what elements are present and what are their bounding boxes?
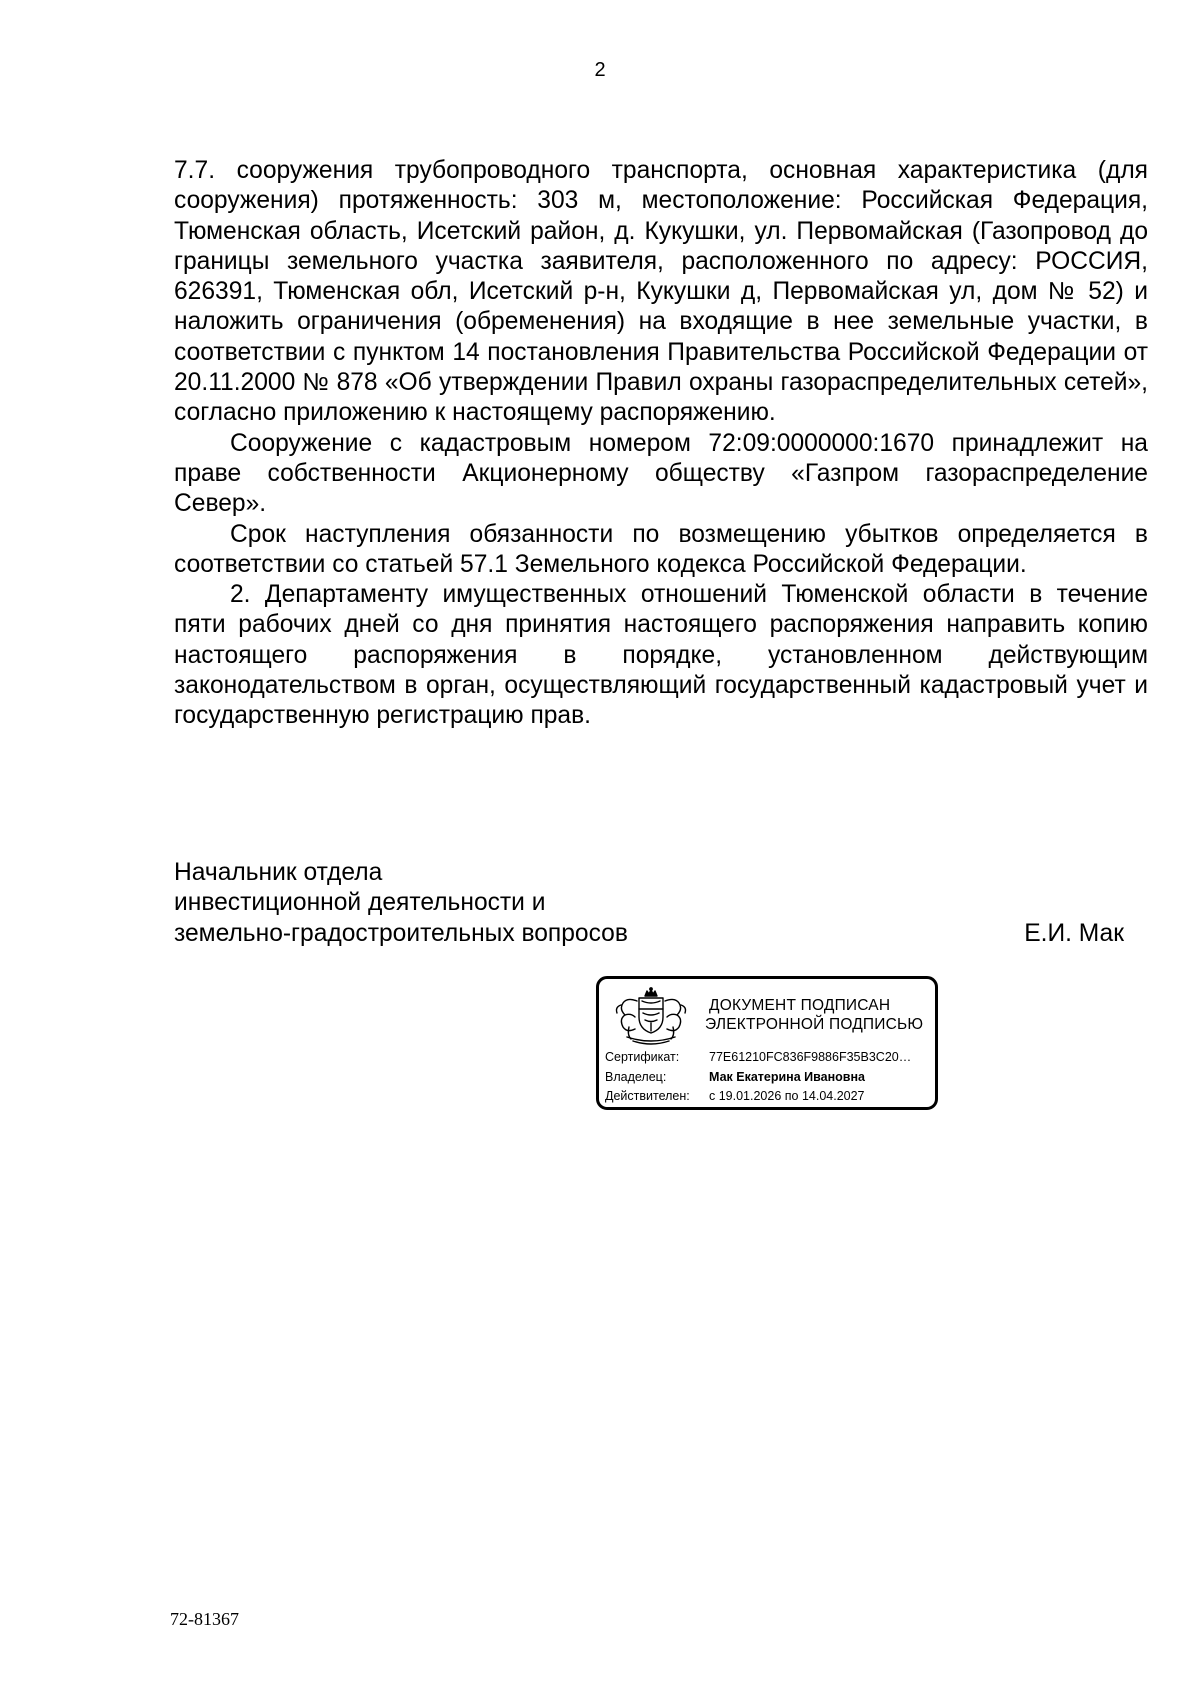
stamp-certificate-value: 77E61210FC836F9886F35B3C20… [709, 1050, 912, 1064]
tyumen-coat-of-arms-icon [609, 987, 693, 1045]
stamp-owner-row [605, 1068, 911, 1088]
stamp-certificate-label: Сертификат: [605, 1050, 680, 1064]
signer-position-line: Начальник отдела [174, 859, 383, 886]
paragraph-item-7-7: 7.7. сооружения трубопроводного транспорта, основная характеристика (для сооружения) протяженность: 303 м, местоположение: Российская Федерация, Тюменская область, Исетский район, д. Кукушки, ул. Первомайская (Газопровод до границы земельного участка заявителя, расположенного по адресу: РОССИЯ, 626391, Тюменская обл, Исетский р-н, Кукушки д, Первомайская ул, дом № 52) и наложить ограничения (обременения) на входящие в нее земельные участки, в соответствии с пунктом 14 постановления Правительства Российской Федерации от 20.11.2000 № 878 «Об утверждении Правил охраны газораспределительных сетей», согласно приложению к настоящему распоряжению. [174, 157, 1148, 427]
stamp-title-line: ДОКУМЕНТ ПОДПИСАН [709, 997, 891, 1014]
electronic-signature-stamp [596, 976, 938, 1110]
signer-position [174, 858, 1124, 949]
signer-position-line: земельно-градостроительных вопросов [174, 919, 628, 947]
stamp-validity-label: Действителен: [605, 1089, 690, 1103]
stamp-title-line: ЭЛЕКТРОННОЙ ПОДПИСЬЮ [705, 1015, 924, 1033]
signature-block [174, 858, 1124, 949]
signer-name: Е.И. Мак [1024, 919, 1124, 947]
paragraph-cadastral-owner: Сооружение с кадастровым номером 72:09:0000000:1670 принадлежит на праве собственности Акционерному обществу «Газпром газораспределение Север». [174, 429, 1148, 518]
paragraph-compensation-term: Срок наступления обязанности по возмещению убытков определяется в соответствии со статьей 57.1 Земельного кодекса Российской Федерации. [174, 520, 1148, 578]
page-number: 2 [594, 59, 606, 81]
stamp-certificate-row [605, 1048, 911, 1068]
stamp-validity-row [605, 1087, 911, 1107]
stamp-validity-value: с 19.01.2026 по 14.04.2027 [709, 1089, 865, 1103]
stamp-details [605, 1048, 911, 1107]
stamp-owner-value: Мак Екатерина Ивановна [709, 1069, 865, 1084]
document-body [174, 156, 1148, 732]
stamp-owner-label: Владелец: [605, 1069, 667, 1084]
paragraph-item-2: 2. Департаменту имущественных отношений Тюменской области в течение пяти рабочих дней со дня принятия настоящего распоряжения направить копию настоящего распоряжения в порядке, установленном действующим законодательством в орган, осуществляющий государственный кадастровый учет и государственную регистрацию прав. [174, 581, 1148, 730]
document-code: 72-81367 [170, 1609, 239, 1629]
signer-position-line: инвестиционной деятельности и [174, 889, 546, 917]
stamp-title [705, 997, 924, 1034]
